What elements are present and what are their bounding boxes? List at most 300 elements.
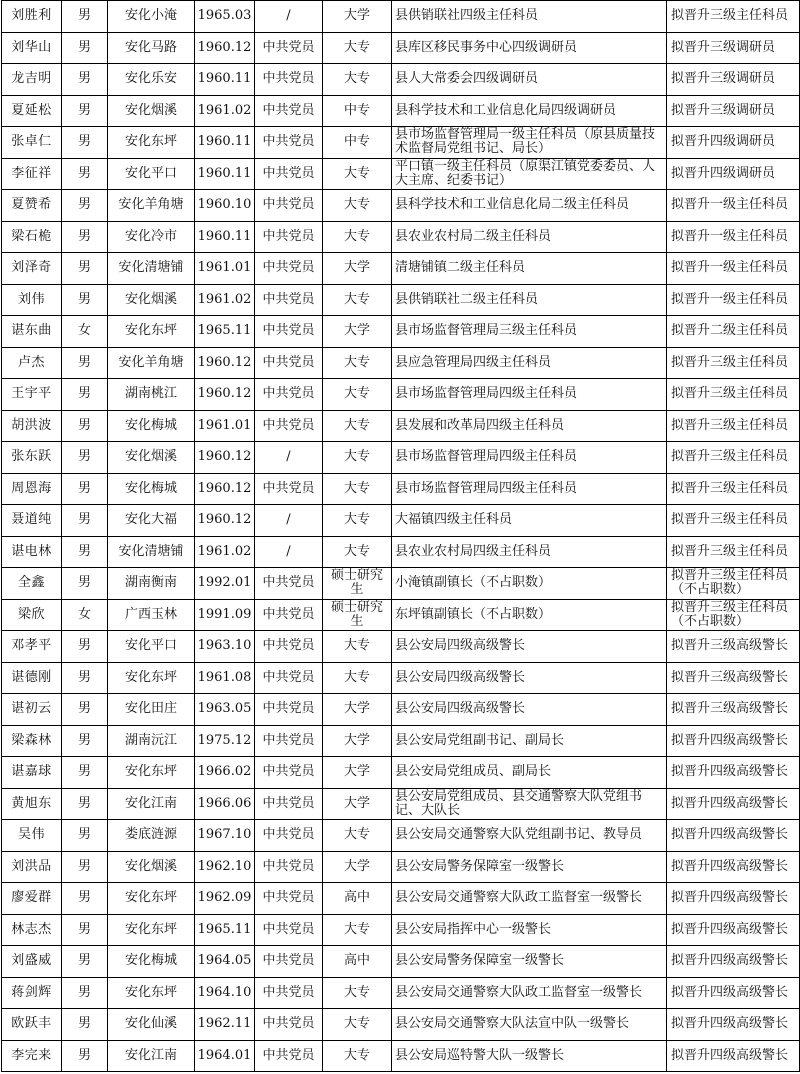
promotion-plan-cell: 拟晋升四级高级警长: [667, 914, 800, 946]
birth-date-cell: 1964.10: [195, 977, 255, 1009]
table-row: [2, 851, 800, 883]
party-cell: 中共党员: [255, 158, 323, 190]
name-cell: 刘洪品: [2, 851, 62, 883]
gender-cell: 男: [62, 536, 108, 568]
birth-date-cell: 1960.12: [195, 32, 255, 64]
current-post-cell: 县科学技术和工业信息化局四级调研员: [392, 95, 667, 127]
education-cell: 大学: [323, 694, 392, 726]
name-cell: 林志杰: [2, 914, 62, 946]
education-cell: 硕士研究生: [323, 568, 392, 600]
birth-date-cell: 1964.05: [195, 946, 255, 978]
party-cell: 中共党员: [255, 32, 323, 64]
promotion-plan-cell: 拟晋升一级主任科员: [667, 284, 800, 316]
education-cell: 大专: [323, 977, 392, 1009]
current-post-cell: 县农业农村局二级主任科员: [392, 221, 667, 253]
name-cell: 李征祥: [2, 158, 62, 190]
birth-date-cell: 1965.03: [195, 1, 255, 33]
promotion-plan-cell: 拟晋升三级主任科员: [667, 473, 800, 505]
table-row: [2, 883, 800, 915]
birth-date-cell: 1965.11: [195, 316, 255, 348]
current-post-cell: 县公安局四级高级警长: [392, 631, 667, 663]
origin-cell: 安化烟溪: [108, 442, 195, 474]
name-cell: 刘泽奇: [2, 253, 62, 285]
table-row: [2, 410, 800, 442]
current-post-cell: 县公安局四级高级警长: [392, 694, 667, 726]
origin-cell: 安化羊角塘: [108, 347, 195, 379]
promotion-plan-cell: 拟晋升三级主任科员（不占职数）: [667, 568, 800, 600]
origin-cell: 安化江南: [108, 788, 195, 820]
name-cell: 梁森林: [2, 725, 62, 757]
name-cell: 张东跃: [2, 442, 62, 474]
origin-cell: 安化清塘铺: [108, 253, 195, 285]
origin-cell: 安化东坪: [108, 127, 195, 159]
gender-cell: 男: [62, 379, 108, 411]
birth-date-cell: 1960.11: [195, 64, 255, 96]
name-cell: 张卓仁: [2, 127, 62, 159]
origin-cell: 湖南桃江: [108, 379, 195, 411]
education-cell: 大专: [323, 473, 392, 505]
party-cell: 中共党员: [255, 662, 323, 694]
current-post-cell: 县供销联社二级主任科员: [392, 284, 667, 316]
promotion-plan-cell: 拟晋升三级调研员: [667, 95, 800, 127]
party-cell: 中共党员: [255, 473, 323, 505]
education-cell: 大专: [323, 379, 392, 411]
education-cell: 大学: [323, 725, 392, 757]
origin-cell: 安化平口: [108, 158, 195, 190]
origin-cell: 安化东坪: [108, 316, 195, 348]
name-cell: 谌嘉球: [2, 757, 62, 789]
current-post-cell: 县公安局交通警察大队党组副书记、教导员: [392, 820, 667, 852]
birth-date-cell: 1961.02: [195, 95, 255, 127]
birth-date-cell: 1961.01: [195, 253, 255, 285]
table-row: [2, 977, 800, 1009]
origin-cell: 安化东坪: [108, 757, 195, 789]
name-cell: 王宇平: [2, 379, 62, 411]
current-post-cell: 县公安局交通警察大队政工监督室一级警长: [392, 883, 667, 915]
education-cell: 大专: [323, 190, 392, 222]
promotion-plan-cell: 拟晋升三级主任科员: [667, 1, 800, 33]
party-cell: 中共党员: [255, 221, 323, 253]
party-cell: 中共党员: [255, 127, 323, 159]
name-cell: 龙吉明: [2, 64, 62, 96]
education-cell: 中专: [323, 95, 392, 127]
table-row: [2, 64, 800, 96]
table-row: [2, 757, 800, 789]
origin-cell: 安化烟溪: [108, 851, 195, 883]
table-row: [2, 473, 800, 505]
origin-cell: 安化羊角塘: [108, 190, 195, 222]
education-cell: 大专: [323, 158, 392, 190]
education-cell: 大专: [323, 1009, 392, 1041]
gender-cell: 男: [62, 127, 108, 159]
promotion-plan-cell: 拟晋升二级主任科员: [667, 316, 800, 348]
table-row: [2, 379, 800, 411]
promotion-plan-cell: 拟晋升四级调研员: [667, 127, 800, 159]
name-cell: 吴伟: [2, 820, 62, 852]
promotion-plan-cell: 拟晋升一级主任科员: [667, 190, 800, 222]
current-post-cell: 县农业农村局四级主任科员: [392, 536, 667, 568]
promotion-plan-cell: 拟晋升三级主任科员: [667, 410, 800, 442]
current-post-cell: 县公安局指挥中心一级警长: [392, 914, 667, 946]
table-row: [2, 32, 800, 64]
education-cell: 高中: [323, 883, 392, 915]
birth-date-cell: 1966.06: [195, 788, 255, 820]
party-cell: 中共党员: [255, 379, 323, 411]
table-row: [2, 631, 800, 663]
promotion-plan-cell: 拟晋升三级高级警长: [667, 662, 800, 694]
education-cell: 大学: [323, 851, 392, 883]
name-cell: 周恩海: [2, 473, 62, 505]
current-post-cell: 大福镇四级主任科员: [392, 505, 667, 537]
gender-cell: 男: [62, 473, 108, 505]
promotion-plan-cell: 拟晋升四级高级警长: [667, 820, 800, 852]
current-post-cell: 县公安局交通警察大队政工监督室一级警长: [392, 977, 667, 1009]
promotion-plan-cell: 拟晋升三级高级警长: [667, 631, 800, 663]
gender-cell: 男: [62, 694, 108, 726]
promotion-plan-cell: 拟晋升三级调研员: [667, 64, 800, 96]
gender-cell: 男: [62, 1009, 108, 1041]
current-post-cell: 县公安局党组成员、县交通警察大队党组书记、大队长: [392, 788, 667, 820]
table-row: [2, 316, 800, 348]
birth-date-cell: 1962.11: [195, 1009, 255, 1041]
party-cell: 中共党员: [255, 788, 323, 820]
origin-cell: 安化东坪: [108, 977, 195, 1009]
party-cell: 中共党员: [255, 253, 323, 285]
birth-date-cell: 1964.01: [195, 1040, 255, 1072]
origin-cell: 安化大福: [108, 505, 195, 537]
name-cell: 胡洪波: [2, 410, 62, 442]
gender-cell: 男: [62, 221, 108, 253]
birth-date-cell: 1991.09: [195, 599, 255, 631]
name-cell: 刘伟: [2, 284, 62, 316]
education-cell: 大专: [323, 284, 392, 316]
name-cell: 夏延松: [2, 95, 62, 127]
origin-cell: 安化仙溪: [108, 1009, 195, 1041]
party-cell: 中共党员: [255, 757, 323, 789]
promotion-plan-cell: 拟晋升四级高级警长: [667, 757, 800, 789]
party-cell: 中共党员: [255, 631, 323, 663]
education-cell: 高中: [323, 946, 392, 978]
table-row: [2, 442, 800, 474]
current-post-cell: 县供销联社四级主任科员: [392, 1, 667, 33]
table-row: [2, 568, 800, 600]
birth-date-cell: 1960.12: [195, 442, 255, 474]
table-row: [2, 694, 800, 726]
origin-cell: 安化烟溪: [108, 284, 195, 316]
table-row: [2, 788, 800, 820]
education-cell: 大专: [323, 631, 392, 663]
education-cell: 大专: [323, 410, 392, 442]
education-cell: 大专: [323, 662, 392, 694]
party-cell: /: [255, 442, 323, 474]
party-cell: 中共党员: [255, 1040, 323, 1072]
education-cell: 大学: [323, 253, 392, 285]
birth-date-cell: 1960.12: [195, 473, 255, 505]
promotion-plan-cell: 拟晋升三级主任科员: [667, 347, 800, 379]
party-cell: 中共党员: [255, 599, 323, 631]
origin-cell: 安化梅城: [108, 946, 195, 978]
birth-date-cell: 1960.11: [195, 221, 255, 253]
name-cell: 廖爱群: [2, 883, 62, 915]
current-post-cell: 县公安局交通警察大队法宣中队一级警长: [392, 1009, 667, 1041]
birth-date-cell: 1963.05: [195, 694, 255, 726]
table-row: [2, 253, 800, 285]
origin-cell: 湖南沅江: [108, 725, 195, 757]
education-cell: 大专: [323, 347, 392, 379]
current-post-cell: 县市场监督管理局四级主任科员: [392, 442, 667, 474]
name-cell: 李完来: [2, 1040, 62, 1072]
birth-date-cell: 1961.02: [195, 284, 255, 316]
origin-cell: 安化田庄: [108, 694, 195, 726]
education-cell: 中专: [323, 127, 392, 159]
gender-cell: 男: [62, 253, 108, 285]
gender-cell: 男: [62, 568, 108, 600]
party-cell: 中共党员: [255, 977, 323, 1009]
party-cell: /: [255, 1, 323, 33]
name-cell: 聂道纯: [2, 505, 62, 537]
promotion-plan-cell: 拟晋升三级主任科员（不占职数）: [667, 599, 800, 631]
promotion-plan-cell: 拟晋升三级调研员: [667, 32, 800, 64]
origin-cell: 安化梅城: [108, 410, 195, 442]
promotion-plan-cell: 拟晋升三级主任科员: [667, 536, 800, 568]
name-cell: 谌德刚: [2, 662, 62, 694]
party-cell: 中共党员: [255, 95, 323, 127]
gender-cell: 男: [62, 1040, 108, 1072]
gender-cell: 男: [62, 158, 108, 190]
education-cell: 大专: [323, 221, 392, 253]
gender-cell: 男: [62, 95, 108, 127]
gender-cell: 男: [62, 883, 108, 915]
party-cell: /: [255, 536, 323, 568]
gender-cell: 男: [62, 977, 108, 1009]
education-cell: 大专: [323, 64, 392, 96]
promotion-plan-cell: 拟晋升一级主任科员: [667, 253, 800, 285]
table-row: [2, 284, 800, 316]
party-cell: 中共党员: [255, 820, 323, 852]
table-row: [2, 820, 800, 852]
promotion-plan-cell: 拟晋升四级高级警长: [667, 1040, 800, 1072]
name-cell: 谌电林: [2, 536, 62, 568]
birth-date-cell: 1960.11: [195, 127, 255, 159]
name-cell: 蒋剑辉: [2, 977, 62, 1009]
promotion-plan-cell: 拟晋升三级主任科员: [667, 442, 800, 474]
education-cell: 大学: [323, 1, 392, 33]
gender-cell: 男: [62, 347, 108, 379]
birth-date-cell: 1960.11: [195, 158, 255, 190]
gender-cell: 男: [62, 410, 108, 442]
party-cell: 中共党员: [255, 64, 323, 96]
origin-cell: 安化东坪: [108, 662, 195, 694]
gender-cell: 男: [62, 851, 108, 883]
table-row: [2, 946, 800, 978]
birth-date-cell: 1960.12: [195, 379, 255, 411]
birth-date-cell: 1960.12: [195, 505, 255, 537]
table-row: [2, 127, 800, 159]
promotion-plan-cell: 拟晋升四级高级警长: [667, 725, 800, 757]
party-cell: 中共党员: [255, 694, 323, 726]
origin-cell: 安化梅城: [108, 473, 195, 505]
origin-cell: 安化小淹: [108, 1, 195, 33]
name-cell: 邓孝平: [2, 631, 62, 663]
origin-cell: 娄底涟源: [108, 820, 195, 852]
table-row: [2, 347, 800, 379]
gender-cell: 男: [62, 190, 108, 222]
education-cell: 硕士研究生: [323, 599, 392, 631]
birth-date-cell: 1963.10: [195, 631, 255, 663]
gender-cell: 男: [62, 442, 108, 474]
current-post-cell: 县公安局警务保障室一级警长: [392, 851, 667, 883]
promotion-plan-cell: 拟晋升四级高级警长: [667, 788, 800, 820]
origin-cell: 安化平口: [108, 631, 195, 663]
education-cell: 大专: [323, 536, 392, 568]
birth-date-cell: 1962.10: [195, 851, 255, 883]
promotion-plan-cell: 拟晋升三级主任科员: [667, 379, 800, 411]
gender-cell: 男: [62, 505, 108, 537]
name-cell: 全鑫: [2, 568, 62, 600]
education-cell: 大学: [323, 757, 392, 789]
party-cell: 中共党员: [255, 410, 323, 442]
origin-cell: 安化东坪: [108, 883, 195, 915]
birth-date-cell: 1960.10: [195, 190, 255, 222]
gender-cell: 男: [62, 32, 108, 64]
promotion-plan-cell: 拟晋升四级调研员: [667, 158, 800, 190]
current-post-cell: 平口镇一级主任科员（原渠江镇党委委员、人大主席、纪委书记）: [392, 158, 667, 190]
name-cell: 黄旭东: [2, 788, 62, 820]
name-cell: 夏赞希: [2, 190, 62, 222]
name-cell: 卢杰: [2, 347, 62, 379]
current-post-cell: 县市场监督管理局四级主任科员: [392, 379, 667, 411]
promotion-plan-cell: 拟晋升三级主任科员: [667, 505, 800, 537]
promotion-plan-cell: 拟晋升四级高级警长: [667, 1009, 800, 1041]
party-cell: 中共党员: [255, 316, 323, 348]
promotion-plan-cell: 拟晋升四级高级警长: [667, 851, 800, 883]
origin-cell: 安化冷市: [108, 221, 195, 253]
origin-cell: 安化东坪: [108, 914, 195, 946]
gender-cell: 男: [62, 631, 108, 663]
current-post-cell: 东坪镇副镇长（不占职数）: [392, 599, 667, 631]
origin-cell: 安化清塘铺: [108, 536, 195, 568]
party-cell: 中共党员: [255, 914, 323, 946]
party-cell: 中共党员: [255, 568, 323, 600]
name-cell: 刘华山: [2, 32, 62, 64]
gender-cell: 男: [62, 725, 108, 757]
origin-cell: 安化江南: [108, 1040, 195, 1072]
table-row: [2, 221, 800, 253]
education-cell: 大专: [323, 914, 392, 946]
origin-cell: 湖南衡南: [108, 568, 195, 600]
table-row: [2, 505, 800, 537]
current-post-cell: 小淹镇副镇长（不占职数）: [392, 568, 667, 600]
current-post-cell: 县公安局党组成员、副局长: [392, 757, 667, 789]
table-row: [2, 662, 800, 694]
gender-cell: 男: [62, 284, 108, 316]
party-cell: /: [255, 505, 323, 537]
education-cell: 大专: [323, 1040, 392, 1072]
birth-date-cell: 1960.12: [195, 347, 255, 379]
current-post-cell: 县公安局警务保障室一级警长: [392, 946, 667, 978]
promotion-plan-cell: 拟晋升一级主任科员: [667, 221, 800, 253]
name-cell: 刘胜利: [2, 1, 62, 33]
gender-cell: 男: [62, 64, 108, 96]
education-cell: 大专: [323, 820, 392, 852]
table-row: [2, 725, 800, 757]
birth-date-cell: 1961.01: [195, 410, 255, 442]
roster-body: [2, 1, 800, 1072]
current-post-cell: 清塘铺镇二级主任科员: [392, 253, 667, 285]
table-row: [2, 914, 800, 946]
party-cell: 中共党员: [255, 190, 323, 222]
current-post-cell: 县市场监督管理局一级主任科员（原县质量技术监督局党组书记、局长）: [392, 127, 667, 159]
table-row: [2, 1040, 800, 1072]
gender-cell: 男: [62, 788, 108, 820]
current-post-cell: 县库区移民事务中心四级调研员: [392, 32, 667, 64]
education-cell: 大学: [323, 316, 392, 348]
gender-cell: 男: [62, 662, 108, 694]
gender-cell: 男: [62, 946, 108, 978]
promotion-plan-cell: 拟晋升三级高级警长: [667, 694, 800, 726]
origin-cell: 安化马路: [108, 32, 195, 64]
table-row: [2, 536, 800, 568]
birth-date-cell: 1965.11: [195, 914, 255, 946]
name-cell: 欧跃丰: [2, 1009, 62, 1041]
name-cell: 谌东曲: [2, 316, 62, 348]
party-cell: 中共党员: [255, 883, 323, 915]
party-cell: 中共党员: [255, 1009, 323, 1041]
name-cell: 刘盛威: [2, 946, 62, 978]
birth-date-cell: 1961.02: [195, 536, 255, 568]
birth-date-cell: 1962.09: [195, 883, 255, 915]
table-row: [2, 158, 800, 190]
current-post-cell: 县科学技术和工业信息化局二级主任科员: [392, 190, 667, 222]
name-cell: 梁欣: [2, 599, 62, 631]
current-post-cell: 县公安局巡特警大队一级警长: [392, 1040, 667, 1072]
birth-date-cell: 1975.12: [195, 725, 255, 757]
origin-cell: 安化乐安: [108, 64, 195, 96]
party-cell: 中共党员: [255, 284, 323, 316]
promotion-plan-cell: 拟晋升四级高级警长: [667, 946, 800, 978]
table-row: [2, 1, 800, 33]
education-cell: 大专: [323, 32, 392, 64]
promotion-plan-cell: 拟晋升四级高级警长: [667, 977, 800, 1009]
gender-cell: 女: [62, 599, 108, 631]
current-post-cell: 县公安局四级高级警长: [392, 662, 667, 694]
promotion-plan-cell: 拟晋升四级高级警长: [667, 883, 800, 915]
current-post-cell: 县市场监督管理局三级主任科员: [392, 316, 667, 348]
party-cell: 中共党员: [255, 851, 323, 883]
table-row: [2, 599, 800, 631]
birth-date-cell: 1966.02: [195, 757, 255, 789]
table-row: [2, 95, 800, 127]
gender-cell: 女: [62, 316, 108, 348]
education-cell: 大专: [323, 505, 392, 537]
gender-cell: 男: [62, 820, 108, 852]
education-cell: 大专: [323, 442, 392, 474]
party-cell: 中共党员: [255, 725, 323, 757]
birth-date-cell: 1961.08: [195, 662, 255, 694]
gender-cell: 男: [62, 1, 108, 33]
party-cell: 中共党员: [255, 347, 323, 379]
current-post-cell: 县应急管理局四级主任科员: [392, 347, 667, 379]
name-cell: 梁石桅: [2, 221, 62, 253]
education-cell: 大学: [323, 788, 392, 820]
current-post-cell: 县发展和改革局四级主任科员: [392, 410, 667, 442]
current-post-cell: 县人大常委会四级调研员: [392, 64, 667, 96]
birth-date-cell: 1992.01: [195, 568, 255, 600]
current-post-cell: 县公安局党组副书记、副局长: [392, 725, 667, 757]
gender-cell: 男: [62, 757, 108, 789]
table-row: [2, 1009, 800, 1041]
name-cell: 谌初云: [2, 694, 62, 726]
